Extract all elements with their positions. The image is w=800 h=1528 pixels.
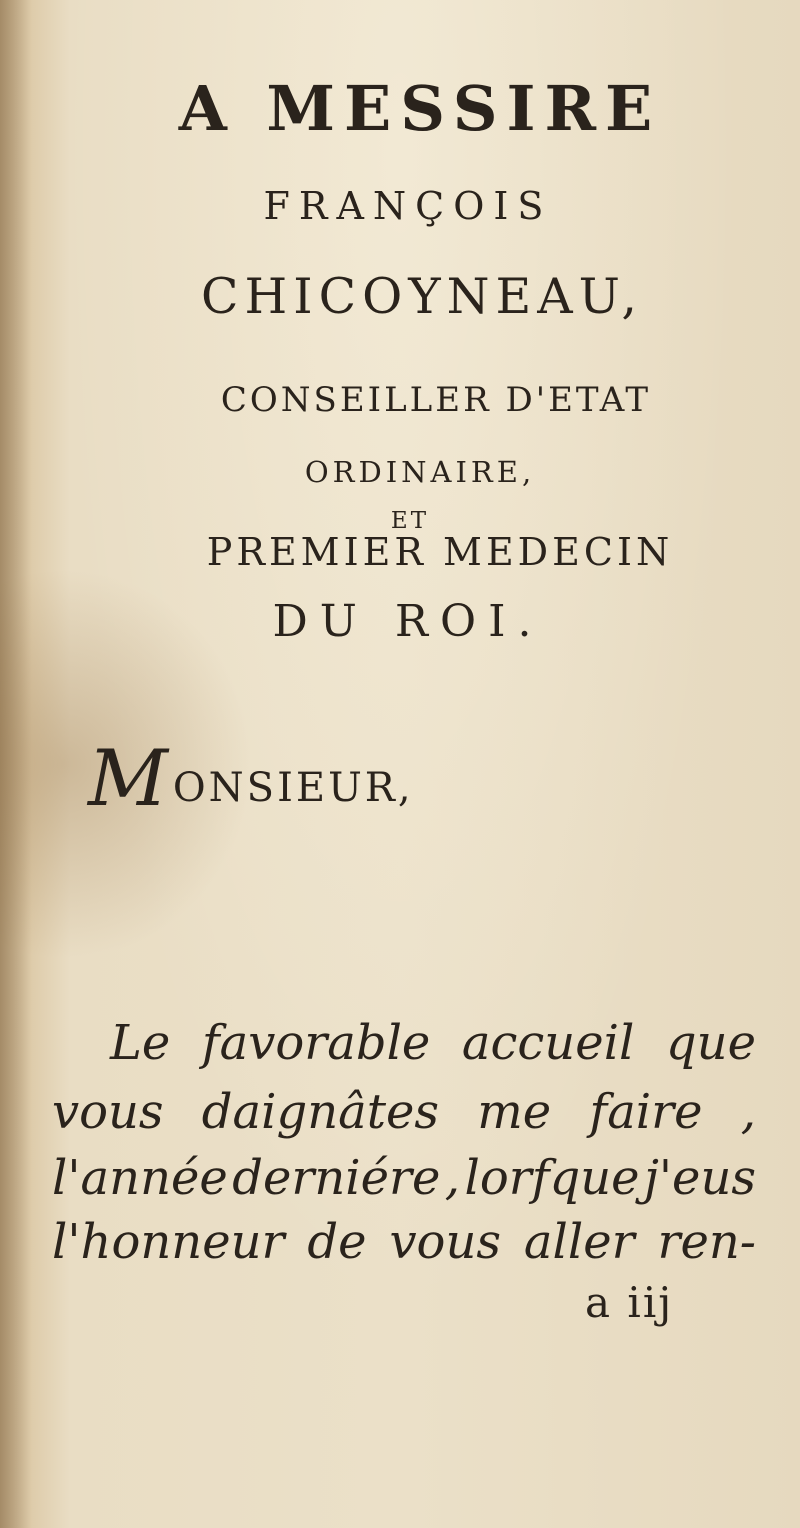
body-line-4: [52, 1214, 756, 1270]
body-word: ,: [740, 1084, 756, 1140]
body-word: de: [307, 1214, 367, 1270]
salutation-initial: M: [88, 734, 171, 824]
signature-mark: a iij: [585, 1278, 674, 1327]
body-word: l'honneur: [52, 1214, 285, 1270]
salutation-rest: ONSIEUR,: [172, 765, 414, 811]
dedication-line-8: DU ROI.: [272, 596, 544, 647]
body-line-2: [52, 1084, 756, 1140]
body-word: vous: [389, 1214, 501, 1270]
dedication-line-4: CONSEILLER D'ETAT: [220, 380, 652, 420]
dedication-line-1: A MESSIRE: [178, 72, 662, 145]
body-word: Le: [110, 1015, 171, 1071]
body-word: aller: [523, 1214, 635, 1270]
body-word: derniére: [232, 1150, 441, 1206]
body-word: accueil: [461, 1015, 635, 1071]
salutation: [88, 734, 414, 824]
body-word: que: [665, 1015, 756, 1071]
body-line-1: [52, 1015, 756, 1071]
body-word: me: [477, 1084, 552, 1140]
dedication-line-6: ET: [390, 508, 430, 534]
body-word: l'année: [52, 1150, 228, 1206]
body-word: vous: [52, 1084, 164, 1140]
dedication-line-7: PREMIER MEDECIN: [206, 530, 674, 574]
dedication-line-2: FRANÇOIS: [263, 184, 553, 228]
body-word: lorfque: [464, 1150, 640, 1206]
dedication-line-3: CHICOYNEAU,: [201, 268, 643, 325]
body-word: ,: [444, 1150, 461, 1206]
body-word: j'eus: [643, 1150, 756, 1206]
body-word: faire: [589, 1084, 703, 1140]
body-line-3: [52, 1150, 756, 1206]
page-edge-shadow: [0, 0, 32, 1528]
dedication-line-5: ORDINAIRE,: [304, 455, 536, 489]
body-word: favorable: [201, 1015, 431, 1071]
body-word: ren-: [657, 1214, 756, 1270]
body-word: daignâtes: [201, 1084, 440, 1140]
